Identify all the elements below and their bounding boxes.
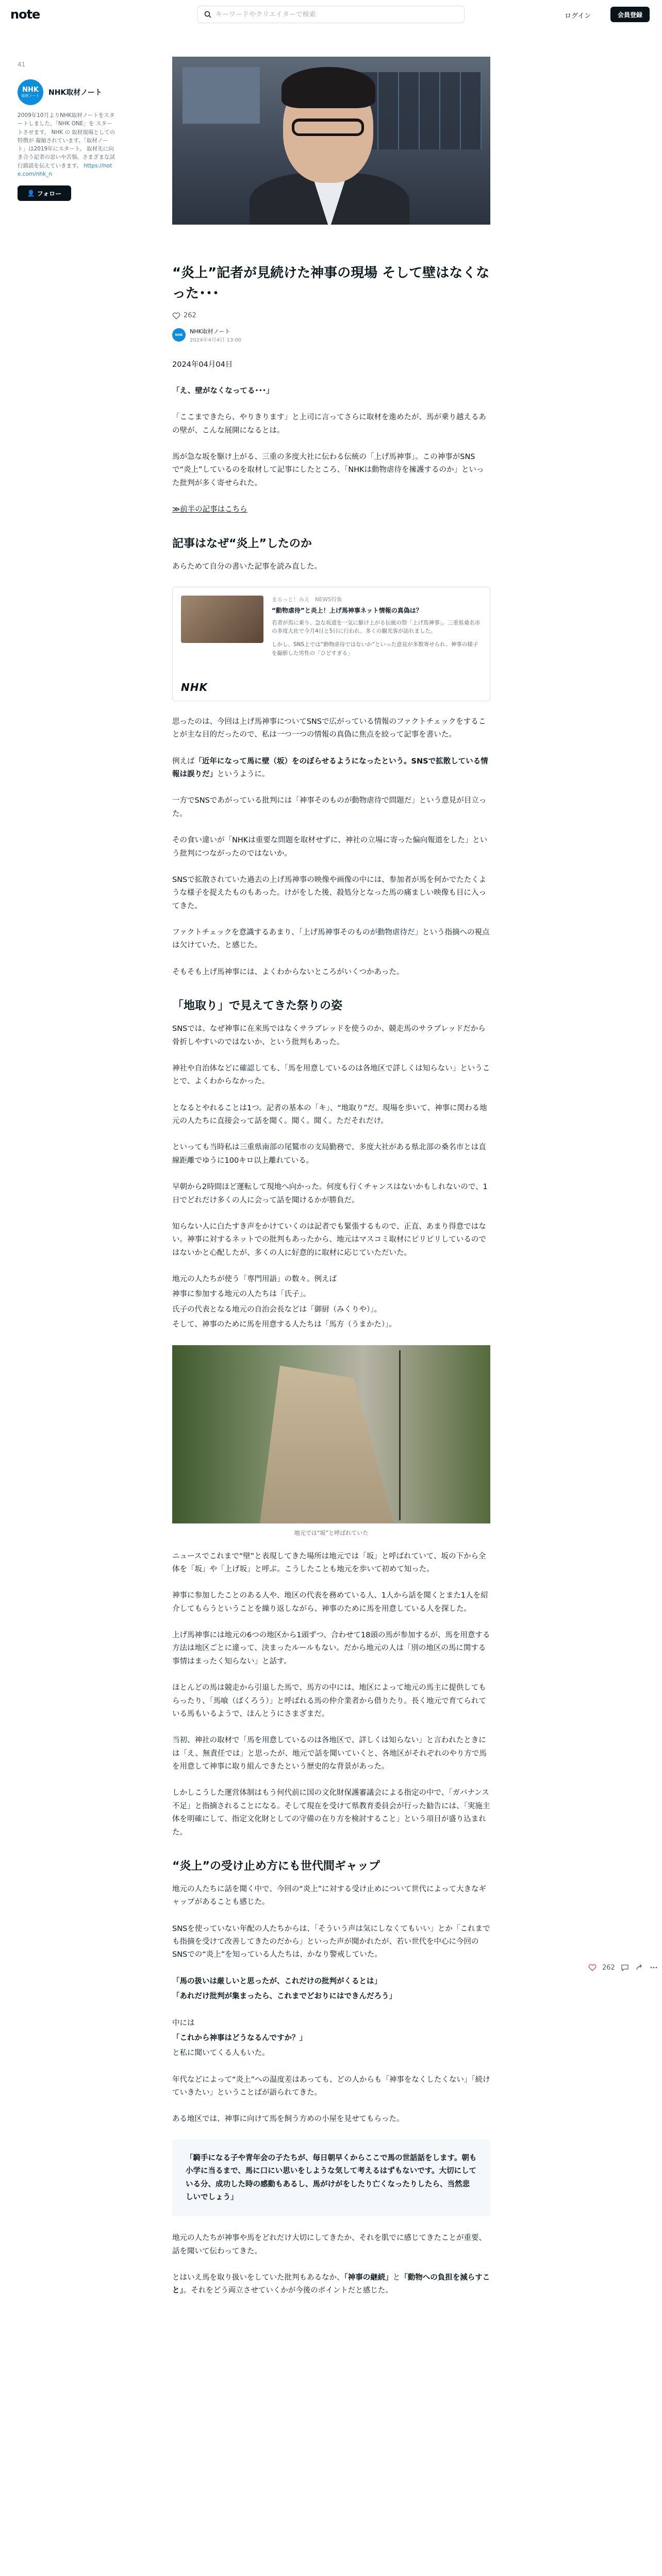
- creator-sidebar: [18, 61, 115, 201]
- paragraph: となるとやれることは1つ。記者の基本の「キ」、“地取り”だ。現場を歩いて、神事に関わる地元の人たちに直接会って話を聞く。聞く。聞く。ただそれだけ。: [172, 1104, 487, 1126]
- embed-thumbnail-image: [181, 596, 263, 643]
- follow-button[interactable]: [18, 185, 71, 201]
- paragraph-bold: 「動物への負担を減らすこと」: [172, 2274, 490, 2295]
- creator-name[interactable]: NHK取材ノート: [48, 89, 102, 97]
- paragraph: その食い違いが「NHKは重要な問題を取材せずに、神社の立場に寄った偏向報道をした」という批判につながったのではないか。: [172, 836, 488, 858]
- creator-description: [18, 111, 115, 178]
- slope-photo: [172, 1345, 490, 1523]
- article-main: [172, 57, 490, 2311]
- paragraph: 上げ馬神事には地元の6つの地区から1頭ずつ、合わせて18頭の馬が参加するが、馬を用意する方法は地区ごとに違って、決まったルールもない。だから地元の人は「別の地区の馬に関する事情はまったく知らない」と話す。: [172, 1631, 490, 1666]
- paragraph: [172, 755, 490, 782]
- embed-nhk-logo: NHK: [181, 681, 208, 693]
- paragraph: 地元の人たちに話を聞く中で、今回の“炎上”に対する受け止めについて世代によって大きなギャップがあることも感じた。: [172, 1885, 486, 1907]
- float-likes-count[interactable]: 262: [602, 1963, 615, 1972]
- paragraph: 「ここまできたら、やりきります」と上司に言ってさらに取材を進めたが、馬が乗り越えるあの壁が、こんな展開になるとは。: [172, 413, 486, 435]
- paragraph: 神事に参加する地元の人たちは「氏子」。: [172, 1290, 311, 1299]
- hero-bg-screen: [183, 67, 260, 124]
- hero-person-hair: [282, 67, 375, 108]
- likes-count[interactable]: 262: [184, 312, 196, 320]
- paragraph-part: 例えば: [172, 757, 195, 766]
- floating-actions: [588, 1963, 658, 1972]
- paragraph: SNSを使っていない年配の人たちからは、「そういう声は気にしなくてもいい」とか「これまでも指摘を受けて改善してきたのだから」といった声が聞かれたが、若い世代を中心に今回のSNSでの“炎上”を知っている人たちは、かなり警戒していた。: [172, 1924, 490, 1959]
- paragraph: 「馬の扱いは厳しいと思ったが、これだけの批判がくるとは」: [172, 1977, 382, 1986]
- paragraph: 一方でSNSであがっている批判には「神事そのものが動物虐待で問題だ」という意見が目立った。: [172, 796, 487, 818]
- photo-caption: 地元では“坂”と呼ばれていた: [294, 1529, 369, 1536]
- photo-pole: [399, 1350, 401, 1520]
- creator-row[interactable]: [18, 79, 115, 105]
- heart-icon[interactable]: [172, 312, 180, 320]
- creator-url-link[interactable]: https://note.com/nhk_n: [18, 162, 112, 177]
- paragraph: 地元の人たちが神事や馬をどれだけ大切にしてきたか、それを肌でに感じてきたことが重要、話を聞いて伝わってきた。: [172, 2234, 486, 2256]
- paragraph: 「え、壁がなくなってる･･･」: [172, 386, 274, 395]
- paragraph: ファクトチェックを意識するあまり、「上げ馬神事そのものが動物虐待だ」という指摘への視点は欠けていた、と感じた。: [172, 928, 490, 950]
- paragraph: 氏子の代表となる地元の自治会長などは「御厨（みくりや）」。: [172, 1305, 382, 1314]
- paragraph: 早朝から2時間ほど運転して現地へ向かった。何度も行くチャンスはないかもしれないので、1日でどれだけ多くの人に会って話を聞けるかが勝負だ。: [172, 1183, 488, 1205]
- follow-label: フォロー: [37, 190, 62, 197]
- previous-article-link[interactable]: ≫前半の記事はこちら: [172, 505, 247, 514]
- share-icon[interactable]: [635, 1963, 644, 1972]
- paragraph: あらためて自分の書いた記事を読み直した。: [172, 562, 322, 571]
- section-heading: 「地取り」で見えてきた祭りの姿: [172, 999, 343, 1013]
- paragraph: ほとんどの馬は競走から引退した馬で、馬方の中には、地区によって地元の馬主に提供してもらったり、「馬喰（ばくろう）」と呼ばれる馬の仲介業者から借りたり。長く地元で育てられている馬もいるようで、ほんとうにさまざまだ。: [172, 1684, 486, 1718]
- paragraph: 知らない人に白たすき声をかけていくのは記者でも緊張するもので、正直、あまり得意ではない。神事に対するネットでの批判もあったから、地元はマスコミ取材にピリピリしているのではないかと心配したが、多くの人に好意的に取材に応じていただいた。: [172, 1222, 486, 1257]
- paragraph-part: というように。: [217, 770, 270, 779]
- avatar-sub: 取材ノート: [21, 94, 40, 98]
- embed-thumbnail: [181, 596, 263, 693]
- hero-person-glasses: [292, 118, 364, 136]
- paragraph: そもそも上げ馬神事には、よくわからないところがいくつかあった。: [172, 968, 404, 976]
- author-avatar[interactable]: NHK: [172, 328, 186, 342]
- embed-snippet: 若者が馬に乗り、急な坂道を一気に駆け上がる伝統の祭「上げ馬神事」。三重県桑名市の多度大社で今月4日と5日に行われ、多くの観光客が訪れました。: [272, 619, 481, 635]
- paragraph: 2024年04月04日: [172, 360, 233, 369]
- creator-avatar[interactable]: [18, 79, 43, 105]
- embed-meta: まるっと！みえ NEWS特集: [272, 596, 342, 603]
- paragraph: 思ったのは、今回は上げ馬神事についてSNSで広がっている情報のファクトチェックをすることが主な目的だったので、私は一つ一つの情報の真偽に焦点を絞って記事を書いた。: [172, 717, 486, 739]
- search-icon: [204, 11, 211, 18]
- follow-icon: 👤: [27, 190, 35, 197]
- avatar-main: NHK: [22, 86, 39, 94]
- paragraph: 「あれだけ批判が集まったら、これまでどおりにはできんだろう」: [172, 1992, 396, 2001]
- paragraph: しかしこうした運営体制はもう何代前に国の文化財保護審議会による指定の中で、「ガバナンス不足」と指摘されることになる。そして現在を受けて県教育委員会が行った勧告には、「実施主体を明確にして、指定文化財としての守備の在り方を検討すること」という項目が盛り込まれた。: [172, 1789, 490, 1837]
- more-icon[interactable]: [649, 1963, 658, 1972]
- paragraph-bold: 「神事の継続」: [344, 2274, 393, 2282]
- paragraph: SNSでは、なぜ神事に在来馬ではなくサラブレッドを使うのか、競走馬のサラブレッドだから骨折しやすいのではないか、という批判もあった。: [172, 1025, 486, 1046]
- float-heart-icon[interactable]: [588, 1963, 597, 1972]
- paragraph: 馬が急な坂を駆け上がる、三重の多度大社に伝わる伝統の「上げ馬神事」。この神事がSNSで“炎上”しているのを取材して記事にしたところ、「NHKは動物虐待を擁護するのか」といった批判が多く寄せられた。: [172, 453, 484, 487]
- paragraph: SNSで拡散されていた過去の上げ馬神事の映像や画像の中には、参加者が馬を何かでたたくような様子を捉えたものもあった。けがをした後、殺処分となった馬の痛ましい映像も目に入ってきた。: [172, 875, 487, 910]
- post-date: 2024年4月4日 13:00: [190, 337, 242, 343]
- hero-image: [172, 57, 490, 225]
- paragraph-part: とはいえ馬を取り扱いをしていた批判もあるなか、: [172, 2274, 344, 2282]
- paragraph: 中には: [172, 2019, 195, 2027]
- blockquote: [172, 2140, 490, 2217]
- sidebar-count: 41: [18, 61, 26, 68]
- section-heading: 記事はなぜ“炎上”したのか: [172, 537, 312, 550]
- section-heading: “炎上”の受け止め方にも世代間ギャップ: [172, 1859, 380, 1873]
- embed-body: [272, 596, 482, 692]
- paragraph: と私に聞いてくる人もいた。: [172, 2049, 270, 2058]
- paragraph: そして、神事のために馬を用意する人たちは「馬方（うまかた）」。: [172, 1320, 396, 1329]
- paragraph: 「これから神事はどうなるんですか？」: [172, 2033, 307, 2042]
- author-row[interactable]: [172, 327, 490, 343]
- creator-desc-text: 2009年10月よりNHK取材ノートをスタートしました。「NHK ONE」を スタートさせます。 NHK の 取材現場としての特徴が 凝縮されています。「取材ノート」は2019年にスタート。 取材先に向き合う記者の思いや苦悩、さまざまな試行錯誤を伝えていきます。: [18, 112, 115, 169]
- hero-bg-monitors: [358, 72, 482, 149]
- search-input[interactable]: [216, 11, 453, 19]
- paragraph: 神社や自治体などに確認しても、「馬を用意しているのは各地区で詳しくは知らない」ということで、よくわからなかった。: [172, 1064, 490, 1086]
- quote-text: 「騎手になる子や青年会の子たちが、毎日朝早くからここで馬の世話話をします。朝も小学に当るまで、馬に口にい思いをしような気して考えるはずもないです。大切にしている分、成功した時の感動もあるし、馬がけがをしたり亡くなったりしたら、当然悲しいでしょう」: [186, 2154, 477, 2201]
- paragraph: 当初、神社の取材で「馬を用意しているのは各地区で、詳しくは知らない」と言われたときには「え、無責任では」と思ったが、地元で話を聞いていくと、各地区がそれぞれのやり方で馬を用意して神事に取り組んできたという歴史的な背景があった。: [172, 1736, 487, 1771]
- comment-icon[interactable]: [620, 1963, 630, 1972]
- signup-button[interactable]: 会員登録: [610, 7, 650, 22]
- article-title: “炎上”記者が見続けた神事の現場 そして壁はなくなった･･･: [172, 265, 490, 302]
- article-body: [172, 359, 490, 2298]
- embedded-link-card[interactable]: [172, 587, 490, 701]
- paragraph: 地元の人たちが使う「専門用語」の数々。例えば: [172, 1275, 337, 1284]
- paragraph-part: 。それをどう両立させていくかが今後のポイントだと感じた。: [183, 2286, 393, 2295]
- paragraph: ある地区では、神事に向けて馬を飼う方めの小屋を見せてもらった。: [172, 2115, 404, 2124]
- note-logo[interactable]: note: [10, 7, 40, 22]
- paragraph: [172, 2272, 490, 2298]
- paragraph: ニュースでこれまで“壁”と表現してきた場所は地元では「坂」と呼ばれていて、坂の下から全体を「坂」や「上げ坂」と呼ぶ。こうしたことも地元を歩いて初めて知った。: [172, 1552, 486, 1573]
- embed-snippet-2: しかし、SNS上では“動物虐待ではないか”といった意見が多数寄せられ、神事の様子を撮影した男性の「ひどすぎる」: [272, 641, 478, 656]
- paragraph-bold: 「近年になって馬に壁（坂）をのぼらせるようになったという。SNSで拡散している情報は誤りだ」: [172, 757, 488, 779]
- paragraph: といっても当時私は三重県南部の尾鷲市の支局勤務で、多度大社がある県北部の桑名市とは直線距離でゆうに100キロ以上離れている。: [172, 1143, 486, 1165]
- top-header: [0, 0, 662, 29]
- login-link[interactable]: ログイン: [565, 12, 591, 20]
- paragraph: 年代などによって“炎上”への温度差はあっても、どの人からも「神事をなくしたくない」「続けていきたい」ということばが語られてきた。: [172, 2075, 490, 2097]
- paragraph-part: と: [392, 2274, 401, 2282]
- search-box[interactable]: [197, 6, 465, 23]
- likes-row: [172, 312, 490, 320]
- paragraph: 神事に参加したことのある人や、地区の代表を務めている人、1人から話を聞くとまた1人を紹介してもらうということを繰り返しながら、神事のために馬を用意している人を探した。: [172, 1591, 488, 1613]
- embed-title: “動物虐待”と炎上！上げ馬神事ネット情報の真偽は？: [272, 607, 422, 615]
- author-name[interactable]: NHK取材ノート: [190, 328, 230, 335]
